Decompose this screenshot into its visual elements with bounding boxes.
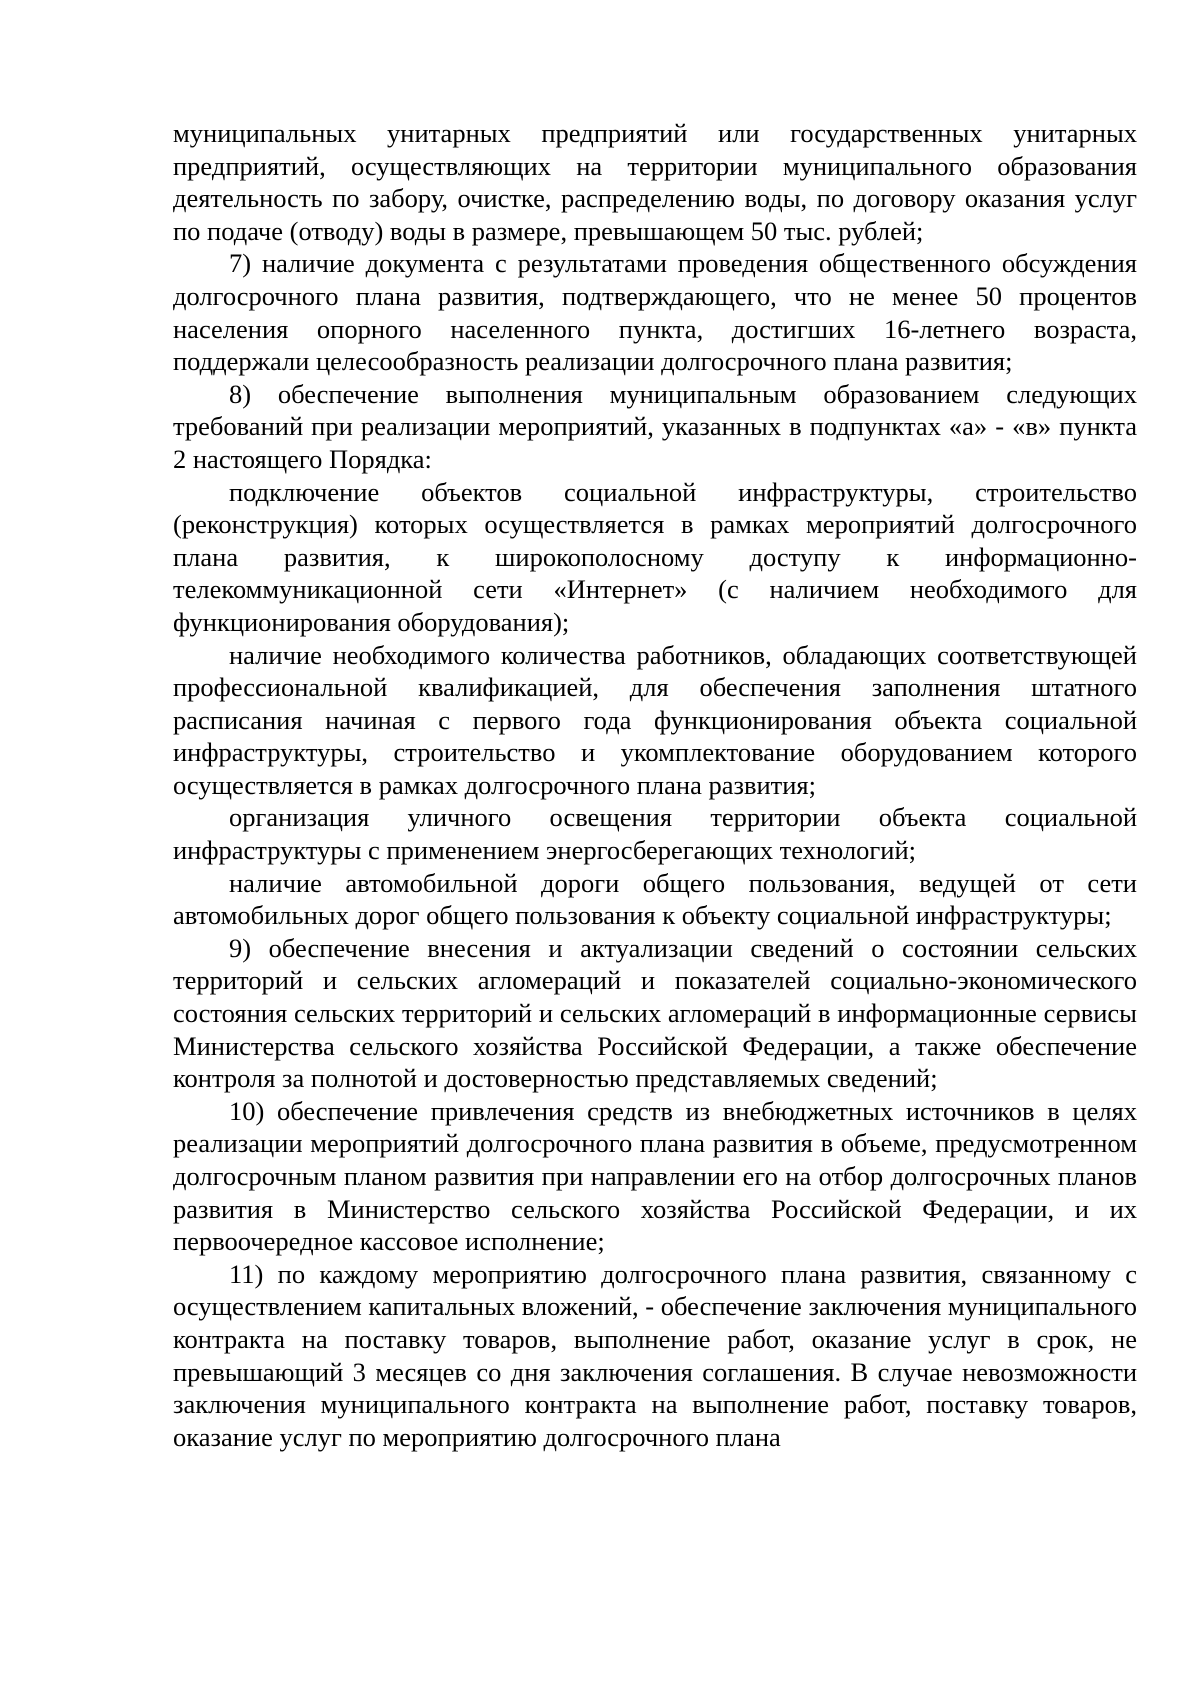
paragraph-item-10: 10) обеспечение привлечения средств из внебюджетных источников в целях реализации мероприятий долгосрочного плана развития в объеме, предусмотренном долгосрочным планом развития при направлении его на отбор долгосрочных планов развития в Министерство сельского хозяйства Российской Федерации, и их первоочередное кассовое исполнение; [173, 1095, 1137, 1257]
paragraph-item-8: 8) обеспечение выполнения муниципальным образованием следующих требований при реализации мероприятий, указанных в подпунктах «а» - «в» пункта 2 настоящего Порядка: [173, 378, 1137, 474]
paragraph-item-11: 11) по каждому мероприятию долгосрочного плана развития, связанному с осуществлением капитальных вложений, - обеспечение заключения муниципального контракта на поставку товаров, выполнение работ, оказание услуг в срок, не превышающий 3 месяцев со дня заключения соглашения. В случае невозможности заключения муниципального контракта на выполнение работ, поставку товаров, оказание услуг по мероприятию долгосрочного плана [173, 1258, 1137, 1452]
paragraph-internet-connection: подключение объектов социальной инфраструктуры, строительство (реконструкция) которых осуществляется в рамках мероприятий долгосрочного плана развития, к широкополосному доступу к информационно-телекоммуникационной сети «Интернет» (с наличием необходимого для функционирования оборудования); [173, 476, 1137, 637]
document-page [173, 117, 1137, 1453]
paragraph-continuation: муниципальных унитарных предприятий или государственных унитарных предприятий, осуществляющих на территории муниципального образования деятельность по забору, очистке, распределению воды, по договору оказания услуг по подаче (отводу) воды в размере, превышающем 50 тыс. рублей; [173, 118, 1137, 246]
paragraph-street-lighting: организация уличного освещения территории объекта социальной инфраструктуры с применением энергосберегающих технологий; [173, 802, 1137, 866]
paragraph-road-access: наличие автомобильной дороги общего пользования, ведущей от сети автомобильных дорог общего пользования к объекту социальной инфраструктуры; [173, 867, 1137, 931]
paragraph-item-7: 7) наличие документа с результатами проведения общественного обсуждения долгосрочного плана развития, подтверждающего, что не менее 50 процентов населения опорного населенного пункта, достигших 16-летнего возраста, поддержали целесообразность реализации долгосрочного плана развития; [173, 248, 1137, 377]
paragraph-staffing: наличие необходимого количества работников, обладающих соответствующей профессиональной квалификацией, для обеспечения заполнения штатного расписания начиная с первого года функционирования объекта социальной инфраструктуры, строительство и укомплектование оборудованием которого осуществляется в рамках долгосрочного плана развития; [173, 639, 1137, 800]
paragraph-item-9: 9) обеспечение внесения и актуализации сведений о состоянии сельских территорий и сельских агломераций и показателей социально-экономического состояния сельских территорий и сельских агломераций в информационные сервисы Министерства сельского хозяйства Российской Федерации, а также обеспечение контроля за полнотой и достоверностью представляемых сведений; [173, 932, 1137, 1094]
